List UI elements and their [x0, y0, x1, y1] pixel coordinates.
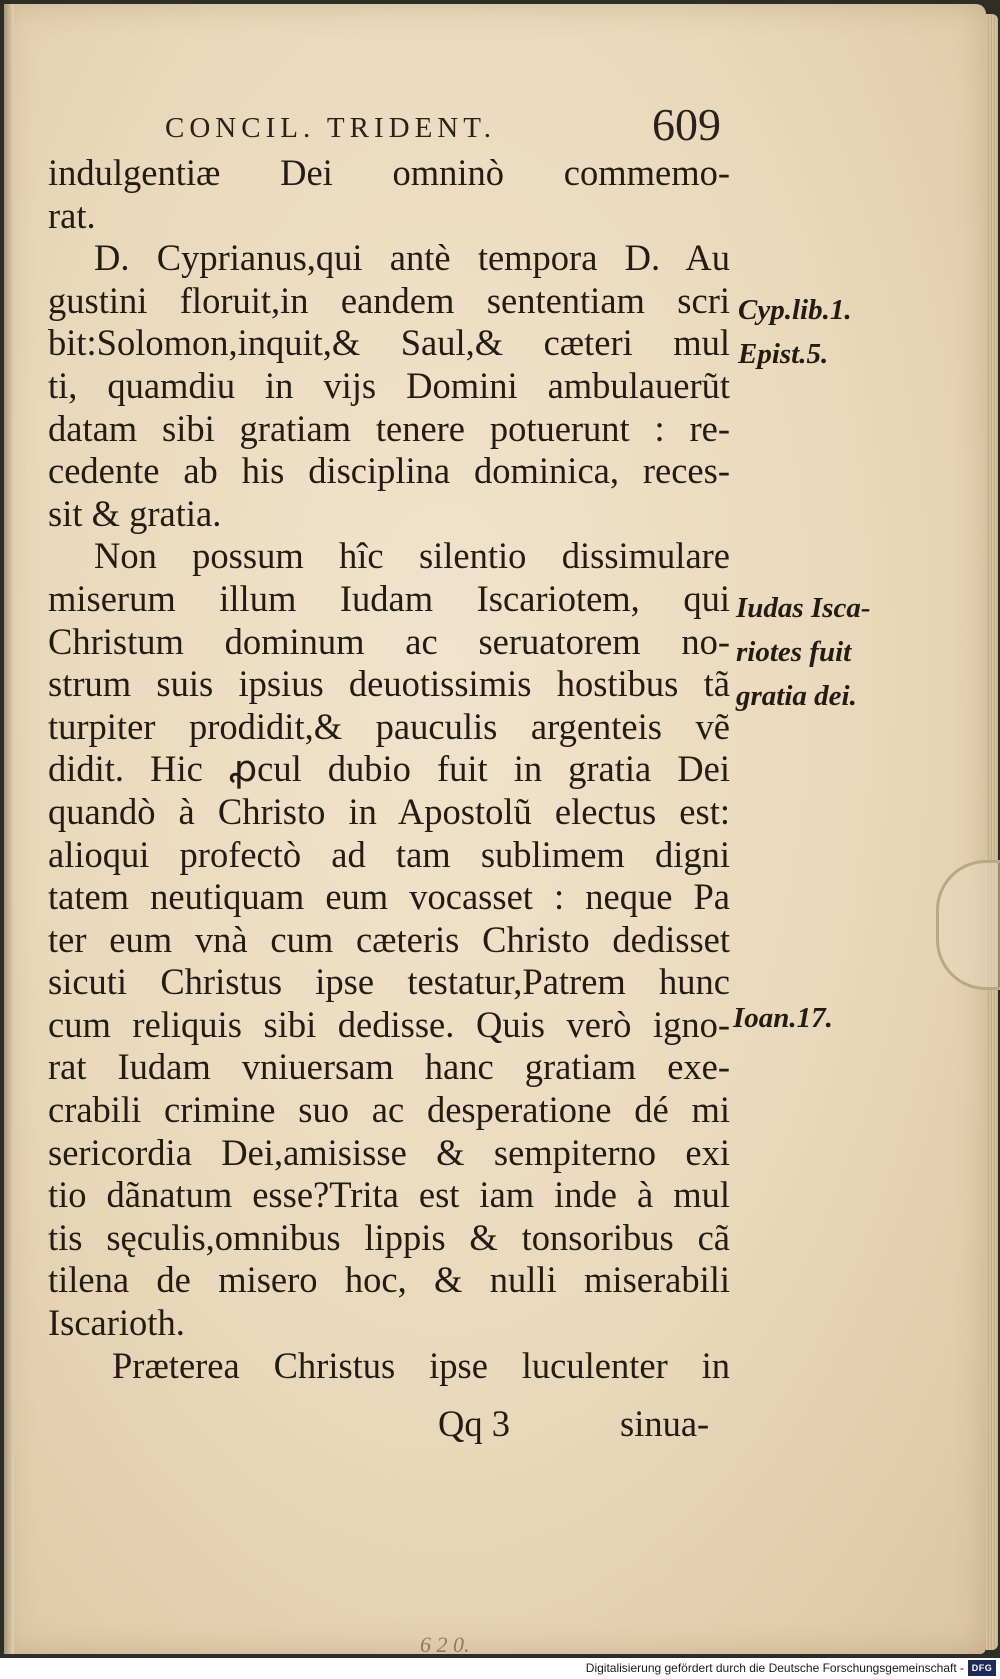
page-edges [986, 14, 998, 1650]
text-line: indulgentiæ Dei omninò commemo- [48, 152, 730, 193]
page-gutter [4, 4, 14, 1654]
page-number: 609 [652, 99, 721, 150]
digitization-credit: Digitalisierung gefördert durch die Deutsche Forschungsgemeinschaft - [585, 1661, 964, 1675]
text-line: cedente ab his disciplina dominica, reces- [48, 450, 730, 492]
text-line: sericordia Dei,amisisse & sempiterno exi [48, 1131, 730, 1173]
bleed-through-text: 6 2 0. [420, 1632, 470, 1657]
text-line: strum suis ipsius deuotissimis hostibus tã [48, 663, 730, 705]
dfg-logo-icon: DFG [968, 1660, 996, 1676]
text-line: tis sęculis,omnibus lippis & tonsoribus cã [48, 1216, 730, 1258]
marginal-note-cyprian [738, 288, 852, 376]
book-clasp [936, 860, 1000, 990]
text-line: datam sibi gratiam tenere potuerunt : re- [48, 407, 730, 449]
signature-mark: Qq 3 [438, 1403, 510, 1444]
marginal-note-judas [736, 586, 871, 718]
marginal-note-line: Cyp.lib.1. [738, 294, 852, 326]
text-line: Christum dominum ac seruatorem no- [48, 620, 730, 662]
text-line: rat Iudam vniuersam hanc gratiam exe- [48, 1046, 730, 1088]
text-line: cum reliquis sibi dedisse. Quis verò igno- [48, 1003, 730, 1045]
text-line: gustini floruit,in eandem sententiam scri [48, 279, 730, 321]
text-line: tilena de misero hoc, & nulli miserabili [48, 1259, 730, 1301]
text-line: turpiter prodidit,& pauculis argenteis vẽ [48, 705, 730, 747]
marginal-note-john [733, 996, 833, 1040]
catchword: sinua- [620, 1403, 710, 1444]
text-line: rat. [48, 194, 96, 236]
text-line: ti, quamdiu in vijs Domini ambulauerũt [48, 364, 730, 406]
text-line: sicuti Christus ipse testatur,Patrem hunc [48, 961, 730, 1003]
text-line: Non possum hîc silentio dissimulare [94, 535, 730, 577]
text-line: didit. Hic ꝓcul dubio fuit in gratia Dei [48, 748, 730, 790]
text-line: alioqui profectò ad tam sublimem digni [48, 833, 730, 875]
text-line: sit & gratia. [48, 492, 222, 534]
text-line: Præterea Christus ipse luculenter in [112, 1344, 730, 1386]
text-line: crabili crimine suo ac desperatione dé mi [48, 1089, 730, 1131]
text-line: bit:Solomon,inquit,& Saul,& cæteri mul [48, 322, 730, 364]
body-text [48, 152, 730, 1387]
marginal-note-line: Iudas Isca- [736, 592, 871, 624]
text-line: D. Cyprianus,qui antè tempora D. Au [94, 237, 730, 279]
text-line: tio dãnatum esse?Trita est iam inde à mul [48, 1174, 730, 1216]
marginal-note-line: riotes fuit [736, 636, 852, 668]
marginal-note-line: Ioan.17. [733, 1002, 833, 1034]
text-line: miserum illum Iudam Iscariotem, qui [48, 577, 730, 619]
marginal-note-line: gratia dei. [736, 680, 857, 712]
text-line: quandò à Christo in Apostolũ electus est: [48, 790, 730, 832]
text-line: ter eum vnà cum cæteris Christo dedisset [48, 918, 730, 960]
text-line: Iscarioth. [48, 1302, 185, 1344]
marginal-note-line: Epist.5. [738, 338, 829, 370]
running-head: CONCIL. TRIDENT. [165, 112, 497, 144]
text-line: tatem neutiquam eum vocasset : neque Pa [48, 876, 730, 918]
